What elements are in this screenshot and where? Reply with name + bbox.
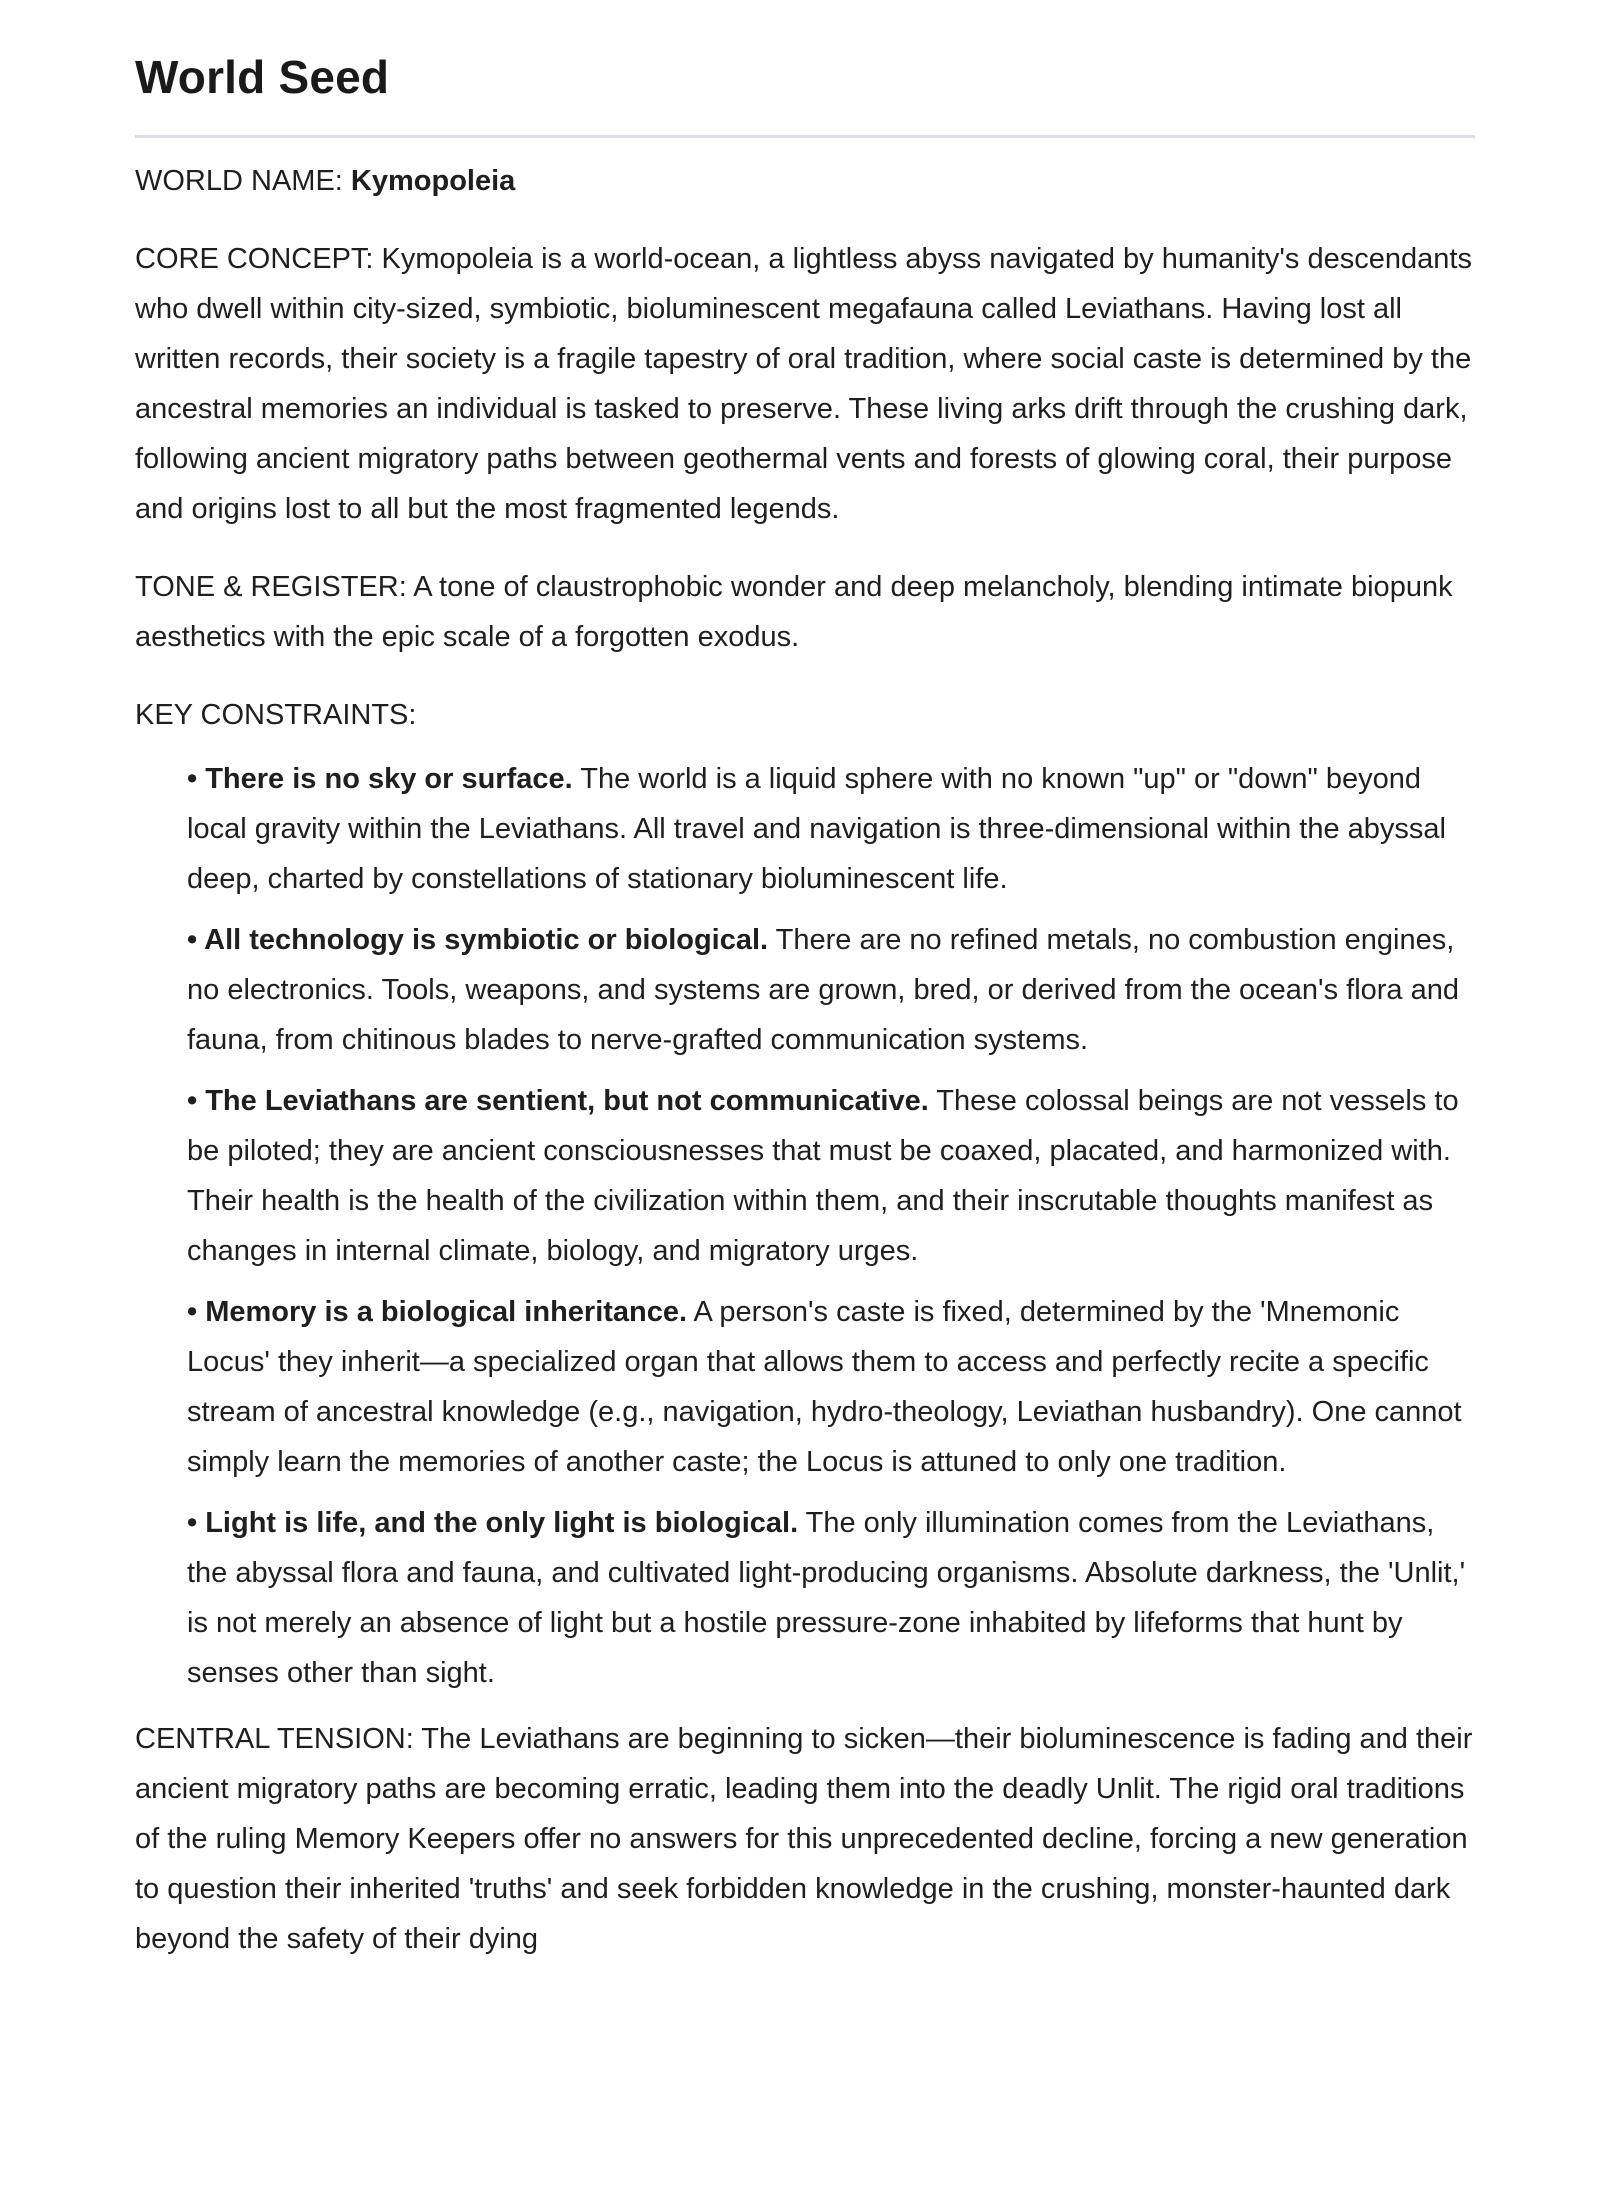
key-constraints-heading: KEY CONSTRAINTS: [135, 698, 417, 731]
constraint-lead: • There is no sky or surface. [187, 762, 573, 795]
constraint-item [187, 915, 1475, 1065]
world-name-line [135, 156, 1475, 206]
key-constraints-list [135, 754, 1475, 1698]
constraint-text: The only illumination comes from the Leviathans, the abyssal flora and fauna, and cultivated light-producing organisms. Absolute darkness, the 'Unlit,' is not merely an absence of light but a hostile pressure-zone inhabited by lifeforms that hunt by senses other than sight. [187, 1506, 1466, 1689]
central-tension-paragraph: CENTRAL TENSION: The Leviathans are beginning to sicken—their bioluminescence is fading and their ancient migratory paths are becoming erratic, leading them into the deadly Unlit. The rigid oral traditions of the ruling Memory Keepers offer no answers for this unprecedented decline, forcing a new generation to question their inherited 'truths' and seek forbidden knowledge in the crushing, monster-haunted dark beyond the safety of their dying [135, 1722, 1473, 1955]
constraint-lead: • Memory is a biological inheritance. [187, 1295, 688, 1328]
constraint-item [187, 1498, 1475, 1698]
constraint-item [187, 1076, 1475, 1276]
constraint-text: There are no refined metals, no combustion engines, no electronics. Tools, weapons, and systems are grown, bred, or derived from the ocean's flora and fauna, from chitinous blades to nerve-grafted communication systems. [187, 923, 1460, 1056]
constraint-item [187, 754, 1475, 904]
constraint-text: The world is a liquid sphere with no known "up" or "down" beyond local gravity within the Leviathans. All travel and navigation is three-dimensional within the abyssal deep, charted by constellations of stationary bioluminescent life. [187, 762, 1446, 895]
constraint-item [187, 1287, 1475, 1487]
constraint-text: These colossal beings are not vessels to be piloted; they are ancient consciousnesses that must be coaxed, placated, and harmonized with. Their health is the health of the civilization within them, and their inscrutable thoughts manifest as changes in internal climate, biology, and migratory urges. [187, 1084, 1459, 1267]
world-name-label: WORLD NAME: [135, 164, 351, 197]
core-concept-paragraph: CORE CONCEPT: Kymopoleia is a world-ocean, a lightless abyss navigated by humanity's descendants who dwell within city-sized, symbiotic, bioluminescent megafauna called Leviathans. Having lost all written records, their society is a fragile tapestry of oral tradition, where social caste is determined by the ancestral memories an individual is tasked to preserve. These living arks drift through the crushing dark, following ancient migratory paths between geothermal vents and forests of glowing coral, their purpose and origins lost to all but the most fragmented legends. [135, 242, 1472, 525]
world-name-value: Kymopoleia [350, 164, 516, 197]
tone-register-paragraph: TONE & REGISTER: A tone of claustrophobic wonder and deep melancholy, blending intimate biopunk aesthetics with the epic scale of a forgotten exodus. [135, 570, 1453, 653]
constraint-lead: • All technology is symbiotic or biological. [187, 923, 769, 956]
world-seed-document [135, 52, 1475, 1964]
constraint-lead: • Light is life, and the only light is biological. [187, 1506, 799, 1539]
title-divider [135, 135, 1475, 138]
page-title: World Seed [135, 51, 390, 103]
constraint-lead: • The Leviathans are sentient, but not communicative. [187, 1084, 929, 1117]
constraint-text: A person's caste is fixed, determined by the 'Mnemonic Locus' they inherit—a specialized organ that allows them to access and perfectly recite a specific stream of ancestral knowledge (e.g., navigation, hydro-theology, Leviathan husbandry). One cannot simply learn the memories of another caste; the Locus is attuned to only one tradition. [187, 1295, 1462, 1478]
